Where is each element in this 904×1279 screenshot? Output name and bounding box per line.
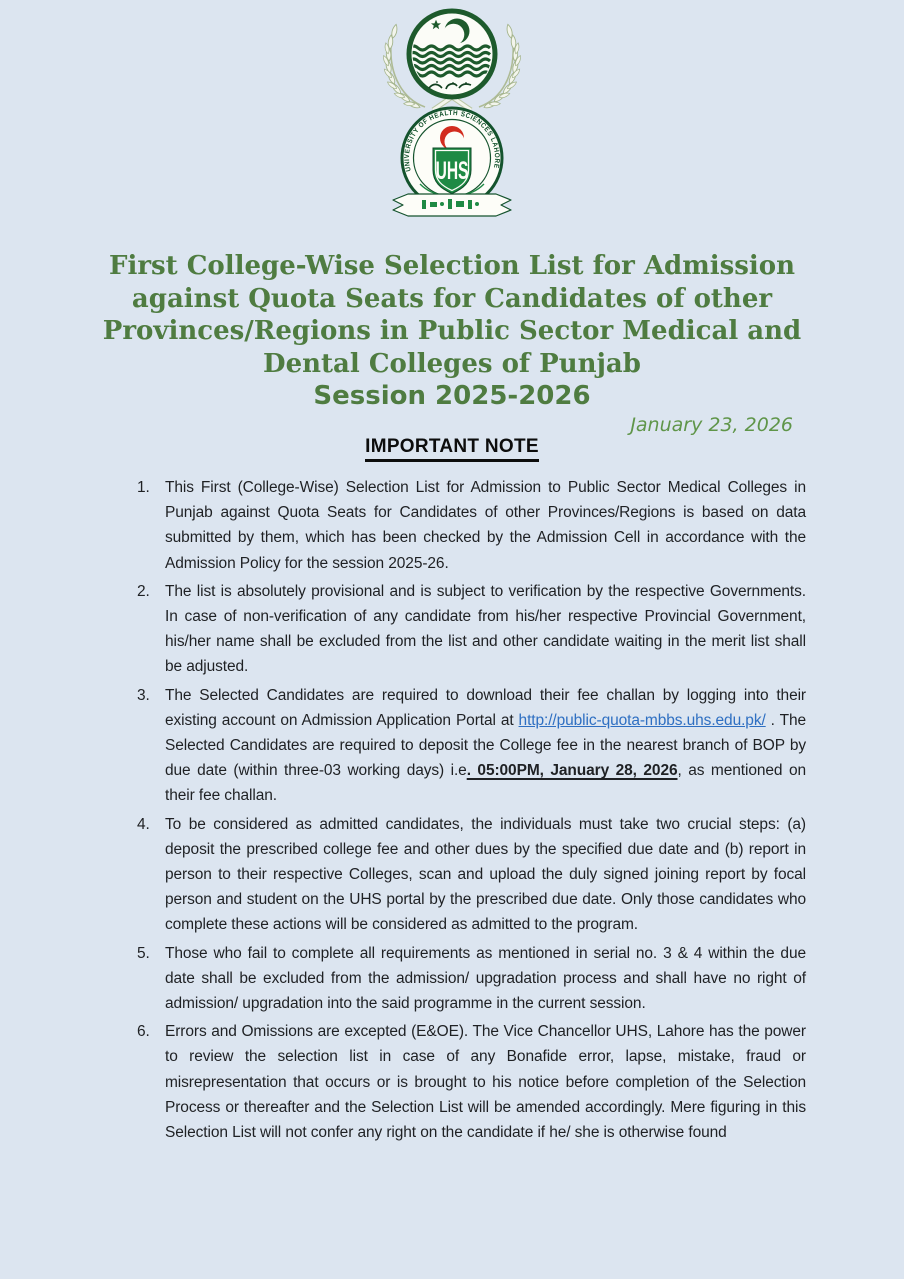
note-item <box>165 1019 806 1145</box>
uhs-banner <box>393 194 511 216</box>
title-line: against Quota Seats for Candidates of other <box>131 283 773 314</box>
note-text: The list is absolutely provisional and is subject to verification by the respective Governments. In case of non-verification of any candidate from his/her respective Provincial Government, his/her name shall be excluded from the list and other candidate waiting in the merit list shall be adjusted. <box>165 582 806 676</box>
note-text: Those who fail to complete all requirements as mentioned in serial no. 3 & 4 within the due date shall be excluded from the admission/ upgradation process and shall have no right of admission/ upgradation into the said programme in the current session. <box>165 944 806 1013</box>
title-line: Dental Colleges of Punjab <box>263 348 641 379</box>
note-text: , as mentioned on their fee challan. <box>165 762 806 805</box>
session-subtitle: Session 2025-2026 <box>313 381 591 411</box>
note-item <box>165 683 806 809</box>
issue-date: January 23, 2026 <box>630 414 793 436</box>
punjab-government-logo-icon <box>367 4 537 112</box>
important-note-heading-row <box>0 436 904 462</box>
uhs-shield-text: UHS <box>435 157 469 186</box>
uhs-ring-text: UNIVERSITY OF HEALTH SCIENCES LAHORE <box>403 109 501 173</box>
important-note-heading: IMPORTANT NOTE <box>365 436 539 462</box>
note-item <box>165 941 806 1017</box>
portal-link[interactable]: http://public-quota-mbbs.uhs.edu.pk/ <box>518 711 766 729</box>
note-text: The Selected Candidates are required to download their fee challan by logging into their existing account on Admission Application Portal at <box>165 686 806 729</box>
punjab-crest-svg <box>367 4 537 112</box>
note-text: This First (College-Wise) Selection List for Admission to Public Sector Medical Colleges in Punjab against Quota Seats for Candidates of other Provinces/Regions is based on data submitted by them, which has been checked by the Admission Cell in accordance with the Admission Policy for the session 2025-26. <box>165 479 806 572</box>
deadline-text: . 05:00PM, January 28, 2026 <box>466 762 678 780</box>
title-line: Provinces/Regions in Public Sector Medical and <box>102 316 802 346</box>
note-item <box>165 579 806 680</box>
note-text: To be considered as admitted candidates, the individuals must take two crucial steps: (a) deposit the prescribed college fee and other dues by the specified due date and (b) report in person to their respective Colleges, scan and upload the duly signed joining report by focal person and student on the UHS portal by the prescribed due date. Only those candidates who complete these actions will be considered as admitted to the program. <box>165 815 806 934</box>
note-text: . The Selected Candidates are required to deposit the College fee in the nearest branch of BOP by due date (within three-03 working days) i.e <box>165 711 807 780</box>
header-logos <box>0 0 904 226</box>
uhs-logo-icon <box>384 104 520 226</box>
note-item <box>165 812 806 938</box>
note-text: Errors and Omissions are excepted (E&OE). The Vice Chancellor UHS, Lahore has the power to review the selection list in case of any Bonafide error, lapse, mistake, fraud or misrepresentation that occurs or is brought to his notice before completion of the Selection Process or thereafter and the Selection List will be amended accordingly. Mere figuring in this Selection List will not confer any right on the candidate if he/ she is otherwise found <box>165 1023 806 1142</box>
notes-list <box>0 475 904 1145</box>
note-item <box>165 475 806 576</box>
uhs-seal-svg <box>384 104 520 226</box>
title-line: First College-Wise Selection List for Admission <box>108 251 796 281</box>
document-title <box>0 250 904 380</box>
